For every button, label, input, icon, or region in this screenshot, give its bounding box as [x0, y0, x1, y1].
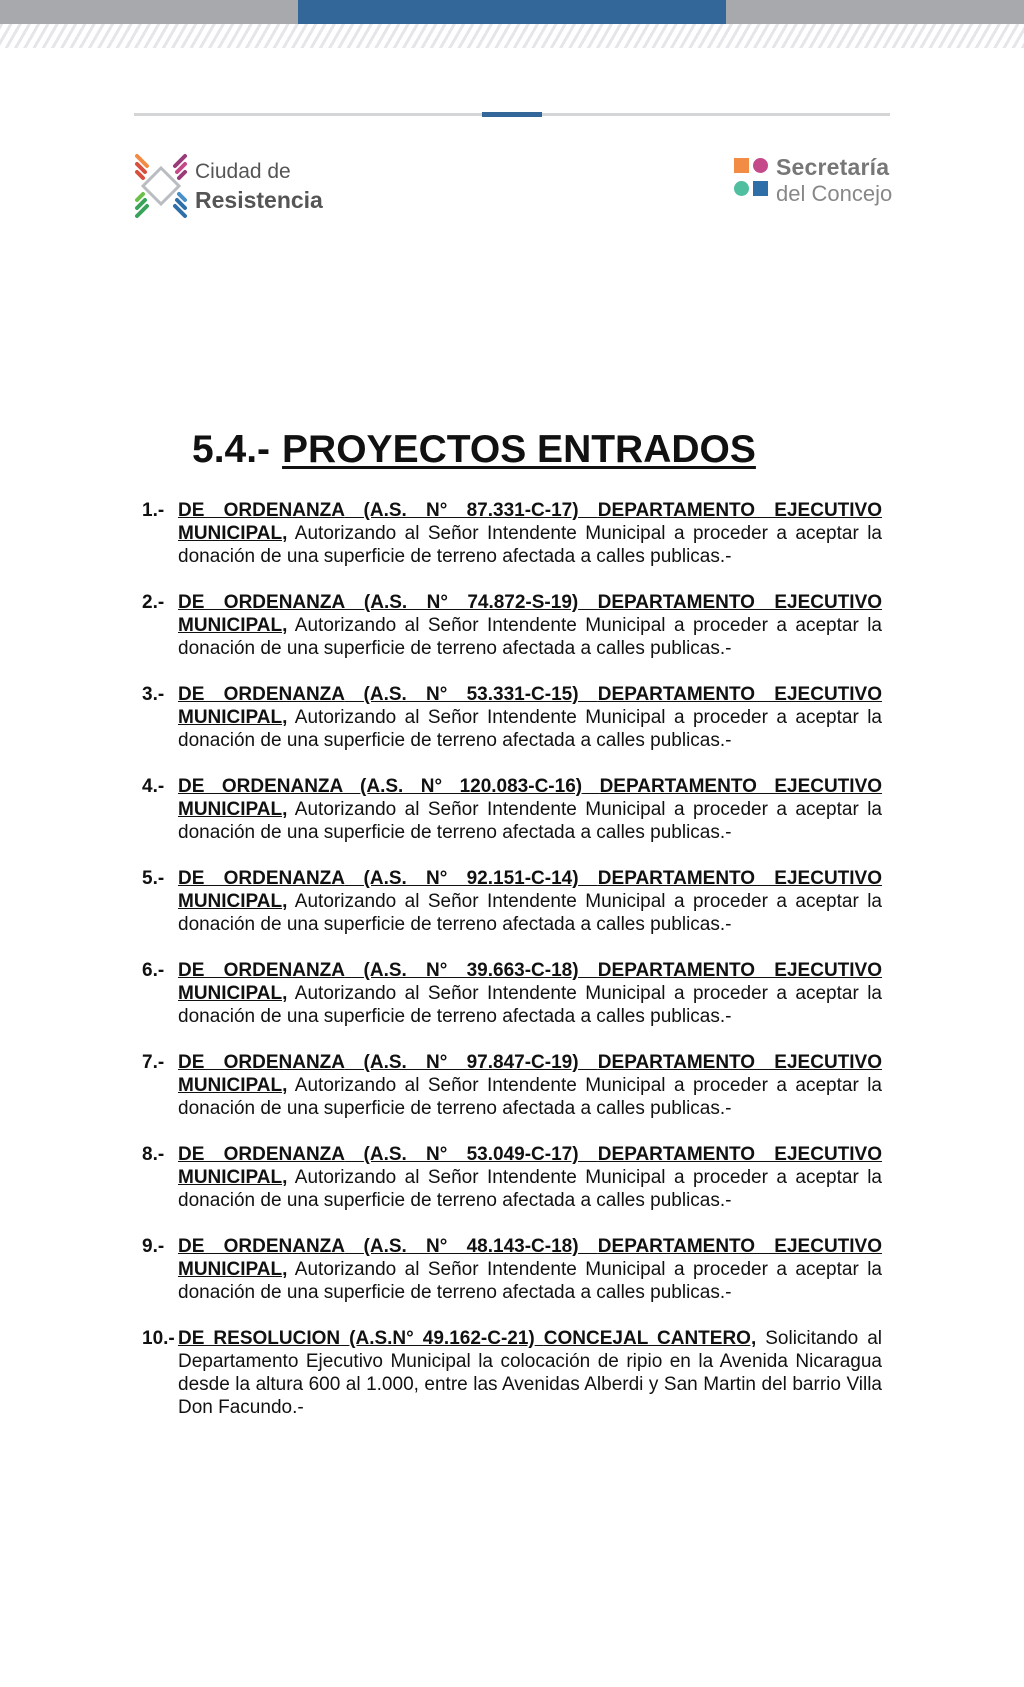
- item-heading: [178, 1051, 882, 1074]
- item-author-line2: MUNICIPAL,: [178, 891, 288, 912]
- item-body: [178, 499, 882, 568]
- item-reference: (A.S. N° 53.049-C-17): [363, 1144, 579, 1165]
- list-item: [142, 1235, 882, 1304]
- item-description: Autorizando al Señor Intendente Municipal a proceder a aceptar la donación de una superficie de terreno afectada a calles publicas.-: [178, 983, 882, 1027]
- item-author-line2: MUNICIPAL,: [178, 615, 288, 636]
- item-heading: [178, 775, 882, 798]
- item-author-line1: DEPARTAMENTO EJECUTIVO: [597, 1236, 882, 1257]
- item-body: [178, 775, 882, 844]
- item-reference: (A.S. N° 87.331-C-17): [363, 500, 579, 521]
- item-body: [178, 683, 882, 752]
- item-number: 5.-: [142, 868, 165, 889]
- item-author-line2: MUNICIPAL,: [178, 799, 288, 820]
- logo-circle-magenta-icon: [753, 158, 768, 173]
- right-logo-line2: del Concejo: [776, 181, 893, 206]
- item-number: 6.-: [142, 960, 165, 981]
- item-heading: [178, 1143, 882, 1166]
- item-reference: (A.S. N° 53.331-C-15): [363, 684, 579, 705]
- section-title-text: PROYECTOS ENTRADOS: [282, 428, 756, 471]
- item-number: 10.-: [142, 1328, 175, 1349]
- item-type: DE ORDENANZA: [178, 1144, 345, 1165]
- list-item: [142, 1327, 882, 1419]
- resistencia-emblem-icon: [133, 150, 189, 222]
- item-author: CONCEJAL CANTERO,: [543, 1328, 757, 1349]
- list-item: [142, 1051, 882, 1120]
- item-body: [178, 1051, 882, 1120]
- item-heading: [178, 1235, 882, 1258]
- left-logo-line1: Ciudad de: [195, 160, 291, 183]
- item-description: Autorizando al Señor Intendente Municipal a proceder a aceptar la donación de una superficie de terreno afectada a calles publicas.-: [178, 615, 882, 659]
- list-item: [142, 1143, 882, 1212]
- list-item: [142, 683, 882, 752]
- item-description: Autorizando al Señor Intendente Municipal a proceder a aceptar la donación de una superficie de terreno afectada a calles publicas.-: [178, 1167, 882, 1211]
- logo-square-blue-icon: [753, 181, 768, 196]
- item-description: Autorizando al Señor Intendente Municipal a proceder a aceptar la donación de una superficie de terreno afectada a calles publicas.-: [178, 523, 882, 567]
- item-author-line2: MUNICIPAL,: [178, 983, 288, 1004]
- item-reference: (A.S. N° 48.143-C-18): [363, 1236, 579, 1257]
- item-type: DE ORDENANZA: [178, 1236, 345, 1257]
- item-type: DE ORDENANZA: [178, 776, 343, 797]
- item-description: Autorizando al Señor Intendente Municipal a proceder a aceptar la donación de una superficie de terreno afectada a calles publicas.-: [178, 891, 882, 935]
- section-title: [192, 428, 756, 472]
- item-author-line1: DEPARTAMENTO EJECUTIVO: [597, 500, 882, 521]
- item-description: Autorizando al Señor Intendente Municipal a proceder a aceptar la donación de una superficie de terreno afectada a calles publicas.-: [178, 1075, 882, 1119]
- item-type: DE ORDENANZA: [178, 868, 345, 889]
- item-type: DE RESOLUCION: [178, 1328, 341, 1349]
- header-band-blue: [298, 0, 726, 24]
- item-reference: (A.S. N° 74.872-S-19): [363, 592, 579, 613]
- item-author-line1: DEPARTAMENTO EJECUTIVO: [597, 684, 882, 705]
- item-type: DE ORDENANZA: [178, 500, 345, 521]
- item-reference: (A.S.N° 49.162-C-21): [349, 1328, 535, 1349]
- item-number: 3.-: [142, 684, 165, 705]
- item-type: DE ORDENANZA: [178, 960, 345, 981]
- item-body: [178, 959, 882, 1028]
- item-reference: (A.S. N° 39.663-C-18): [363, 960, 579, 981]
- list-item: [142, 775, 882, 844]
- item-number: 8.-: [142, 1144, 165, 1165]
- logo-square-orange-icon: [734, 158, 749, 173]
- item-type: DE ORDENANZA: [178, 684, 345, 705]
- item-author-line2: MUNICIPAL,: [178, 1167, 288, 1188]
- item-heading: [178, 1328, 756, 1349]
- list-item: [142, 867, 882, 936]
- item-description: Autorizando al Señor Intendente Municipal a proceder a aceptar la donación de una superficie de terreno afectada a calles publicas.-: [178, 1259, 882, 1303]
- item-heading: [178, 867, 882, 890]
- item-type: DE ORDENANZA: [178, 1052, 345, 1073]
- list-item: [142, 959, 882, 1028]
- ciudad-de-resistencia-logo: [133, 150, 333, 224]
- item-reference: (A.S. N° 120.083-C-16): [360, 776, 583, 797]
- item-number: 2.-: [142, 592, 165, 613]
- list-item: [142, 499, 882, 568]
- header-divider-accent: [482, 112, 542, 117]
- item-body: [178, 1327, 882, 1419]
- item-author-line2: MUNICIPAL,: [178, 707, 288, 728]
- item-author-line1: DEPARTAMENTO EJECUTIVO: [597, 868, 882, 889]
- item-body: [178, 591, 882, 660]
- right-logo-line1: Secretaría: [776, 154, 890, 180]
- header-hatch-pattern: [0, 24, 1024, 48]
- item-author-line1: DEPARTAMENTO EJECUTIVO: [597, 592, 883, 613]
- item-description: Solicitando al Departamento Ejecutivo Municipal la colocación de ripio en la Avenida Nicaragua desde la altura 600 al 1.000, entre las Avenidas Alberdi y San Martin del barrio Villa Don Facundo.-: [178, 1328, 883, 1418]
- item-author-line1: DEPARTAMENTO EJECUTIVO: [597, 1144, 882, 1165]
- item-heading: [178, 499, 882, 522]
- item-number: 9.-: [142, 1236, 165, 1257]
- item-description: Autorizando al Señor Intendente Municipal a proceder a aceptar la donación de una superficie de terreno afectada a calles publicas.-: [178, 707, 882, 751]
- projects-list: [142, 499, 882, 1442]
- item-number: 1.-: [142, 500, 165, 521]
- item-description: Autorizando al Señor Intendente Municipal a proceder a aceptar la donación de una superficie de terreno afectada a calles publicas.-: [178, 799, 882, 843]
- item-author-line2: MUNICIPAL,: [178, 1075, 288, 1096]
- list-item: [142, 591, 882, 660]
- item-author-line2: MUNICIPAL,: [178, 523, 288, 544]
- item-author-line2: MUNICIPAL,: [178, 1259, 288, 1280]
- item-body: [178, 1235, 882, 1304]
- item-author-line1: DEPARTAMENTO EJECUTIVO: [597, 1052, 882, 1073]
- item-body: [178, 1143, 882, 1212]
- item-heading: [178, 591, 882, 614]
- item-reference: (A.S. N° 97.847-C-19): [363, 1052, 579, 1073]
- item-heading: [178, 683, 882, 706]
- item-number: 4.-: [142, 776, 165, 797]
- secretaria-del-concejo-logo: [734, 154, 894, 210]
- item-reference: (A.S. N° 92.151-C-14): [363, 868, 579, 889]
- item-body: [178, 867, 882, 936]
- item-author-line1: DEPARTAMENTO EJECUTIVO: [597, 960, 882, 981]
- item-heading: [178, 959, 882, 982]
- logo-circle-teal-icon: [734, 181, 749, 196]
- item-number: 7.-: [142, 1052, 165, 1073]
- left-logo-line2: Resistencia: [195, 187, 323, 213]
- item-type: DE ORDENANZA: [178, 592, 345, 613]
- item-author-line1: DEPARTAMENTO EJECUTIVO: [599, 776, 883, 797]
- section-number: 5.4.-: [192, 428, 271, 471]
